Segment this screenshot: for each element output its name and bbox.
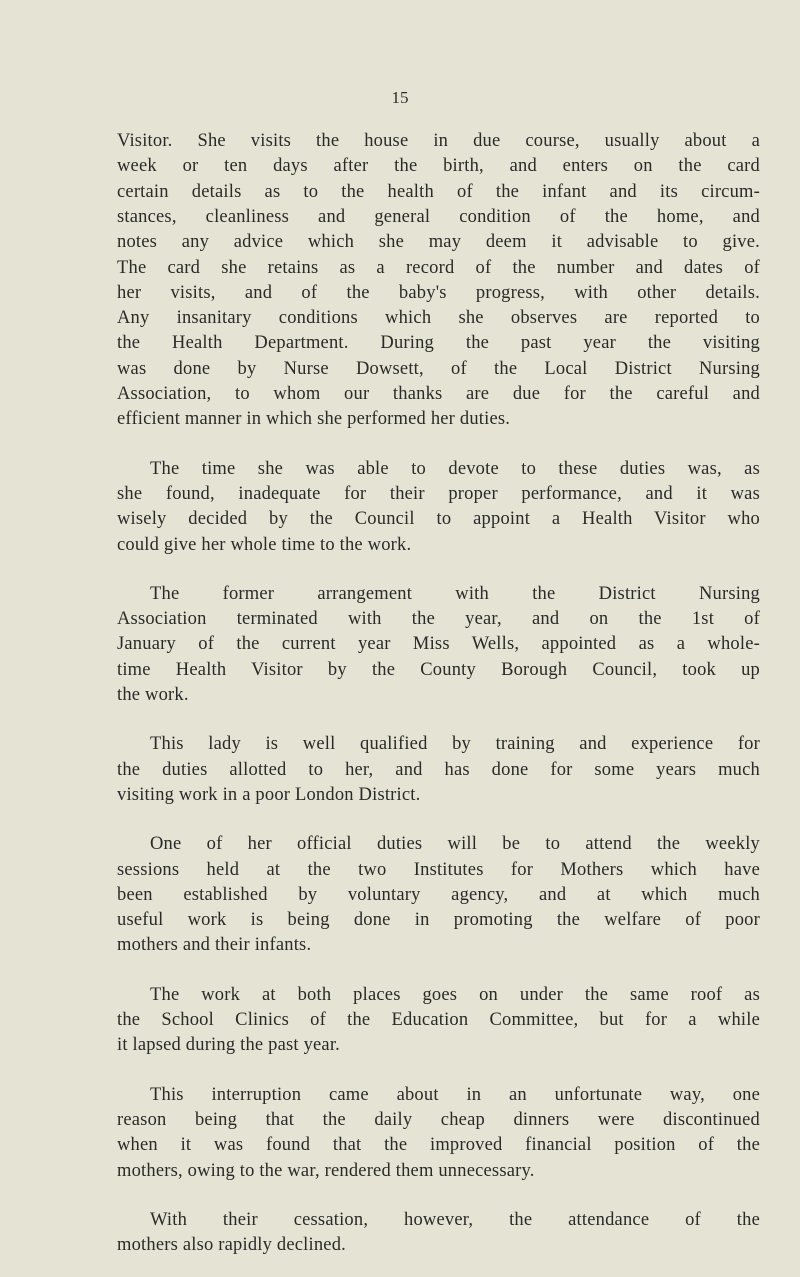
text-line: the Health Department. During the past year the visiting: [117, 333, 760, 354]
text-line: January of the current year Miss Wells, appointed as a whole-: [117, 634, 760, 655]
text-line: mothers and their infants.: [117, 935, 312, 956]
text-line: With their cessation, however, the attendance of the: [150, 1209, 760, 1230]
text-line: Any insanitary conditions which she observes are reported to: [117, 308, 760, 329]
text-line: The work at both places goes on under the same roof as: [150, 984, 760, 1005]
text-line: could give her whole time to the work.: [117, 534, 412, 555]
text-line: The time she was able to devote to these duties was, as: [150, 458, 760, 479]
text-line: the work.: [117, 685, 189, 705]
text-line: sessions held at the two Institutes for Mothers which have: [117, 859, 760, 880]
text-line: This lady is well qualified by training and experience for: [150, 734, 760, 755]
text-line: mothers also rapidly declined.: [117, 1235, 346, 1256]
text-line: This interruption came about in an unfortunate way, one: [150, 1084, 760, 1105]
text-line: time Health Visitor by the County Borough Council, took up: [117, 659, 760, 680]
page-number: 15: [391, 88, 409, 107]
text-line: The former arrangement with the District Nursing: [150, 583, 760, 604]
text-line: notes any advice which she may deem it advisable to give.: [117, 232, 760, 253]
text-line: efficient manner in which she performed her duties.: [117, 409, 511, 430]
text-line: One of her official duties will be to attend the weekly: [150, 834, 760, 855]
text-line: she found, inadequate for their proper performance, and it was: [117, 483, 760, 504]
text-line: Association, to whom our thanks are due for the careful and: [117, 384, 760, 404]
text-line: mothers, owing to the war, rendered them unnecessary.: [117, 1160, 535, 1181]
text-line: Visitor. She visits the house in due course, usually about a: [117, 131, 760, 151]
text-line: the duties allotted to her, and has done for some years much: [117, 759, 760, 780]
text-line: reason being that the daily cheap dinners were discontinued: [117, 1109, 760, 1130]
text-line: was done by Nurse Dowsett, of the Local District Nursing: [117, 358, 760, 379]
text-line: week or ten days after the birth, and enters on the card: [117, 156, 760, 177]
text-line: useful work is being done in promoting the welfare of poor: [117, 910, 760, 931]
text-line: visiting work in a poor London District.: [117, 784, 421, 805]
text-line: stances, cleanliness and general condition of the home, and: [117, 206, 760, 227]
text-line: when it was found that the improved financial position of the: [117, 1135, 760, 1156]
text-line: Association terminated with the year, and on the 1st of: [117, 609, 760, 630]
text-line: certain details as to the health of the infant and its circum-: [117, 181, 760, 202]
text-line: her visits, and of the baby's progress, with other details.: [117, 282, 760, 303]
text-line: the School Clinics of the Education Committee, but for a while: [117, 1010, 760, 1030]
text-line: The card she retains as a record of the number and dates of: [117, 257, 760, 278]
text-line: wisely decided by the Council to appoint a Health Visitor who: [117, 509, 760, 530]
text-line: it lapsed during the past year.: [117, 1035, 341, 1056]
text-line: been established by voluntary agency, and at which much: [117, 884, 760, 905]
